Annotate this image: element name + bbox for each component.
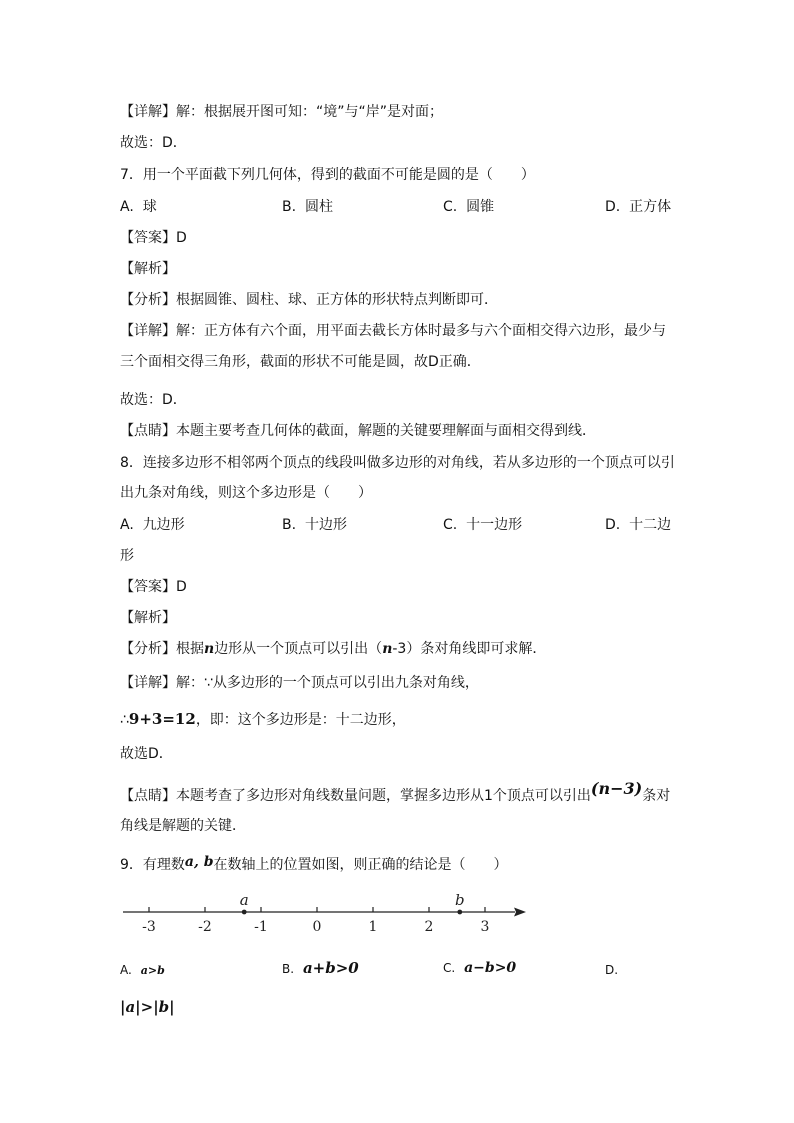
number-line bbox=[115, 890, 535, 940]
q9-option-d: D. bbox=[605, 963, 619, 977]
point-a bbox=[242, 910, 247, 915]
q7-xiangjie-2: 三个面相交得三角形，截面的形状不可能是圆，故D正确． bbox=[120, 354, 481, 370]
tick-label: 0 bbox=[312, 919, 322, 935]
q9-option-c: C. a−b>0 bbox=[443, 960, 517, 976]
q7-xiangjie-1: 【详解】解：正方体有六个面，用平面去截长方体时最多与六个面相交得六边形，最少与 bbox=[120, 323, 666, 339]
math-n-minus-3: (n−3) bbox=[590, 779, 643, 798]
q8-option-b: B. 十边形 bbox=[282, 517, 347, 533]
select-line: 故选：D． bbox=[120, 135, 187, 151]
q8-dianjing-2: 角线是解题的关键． bbox=[120, 818, 246, 834]
number-line-ticks bbox=[142, 907, 489, 935]
q8-answer: 【答案】D bbox=[120, 579, 187, 595]
q9-option-b: B. a+b>0 bbox=[282, 959, 359, 977]
q7-option-a: A. 球 bbox=[120, 199, 157, 215]
q9-option-d-expr: |a|>|b| bbox=[120, 998, 175, 1016]
number-line-points bbox=[240, 891, 465, 914]
question-8-stem-1: 8．连接多边形不相邻两个顶点的线段叫做多边形的对角线，若从多边形的一个顶点可以引 bbox=[120, 455, 675, 471]
q9-option-a: A. a>b bbox=[120, 963, 165, 977]
math-n: n bbox=[382, 641, 393, 657]
q7-option-d: D. 正方体 bbox=[605, 199, 672, 215]
q8-option-a: A. 九边形 bbox=[120, 517, 185, 533]
q8-option-d: D. 十二边 bbox=[605, 517, 672, 533]
q7-select: 故选：D． bbox=[120, 392, 187, 408]
q7-answer: 【答案】D bbox=[120, 230, 187, 246]
q8-dianjing-1: 【点睛】本题考查了多边形对角线数量问题，掌握多边形从1个顶点可以引出(n−3)条对 bbox=[120, 779, 671, 804]
q8-select: 故选D． bbox=[120, 746, 173, 762]
point-b bbox=[457, 910, 462, 915]
q8-jiexi: 【解析】 bbox=[120, 610, 176, 626]
question-9-stem: 9．有理数a, b在数轴上的位置如图，则正确的结论是（ ） bbox=[120, 854, 508, 873]
tick-label: -2 bbox=[198, 919, 212, 935]
question-7-stem: 7．用一个平面截下列几何体，得到的截面不可能是圆的是（ ） bbox=[120, 167, 535, 183]
q7-dianjing: 【点睛】本题主要考查几何体的截面，解题的关键要理解面与面相交得到线． bbox=[120, 423, 596, 439]
q8-xiangjie: 【详解】解：∵从多边形的一个顶点可以引出九条对角线， bbox=[120, 675, 479, 691]
q8-calc-line: ∴9+3=12，即：这个多边形是：十二边形， bbox=[120, 710, 406, 728]
math-a-b: a, b bbox=[184, 854, 214, 870]
number-line-arrow bbox=[514, 908, 526, 917]
tick-label: 2 bbox=[424, 919, 434, 935]
q8-option-c: C. 十一边形 bbox=[443, 517, 523, 533]
q7-option-c: C. 圆锥 bbox=[443, 199, 495, 215]
q8-fenxi: 【分析】根据n边形从一个顶点可以引出（n-3）条对角线即可求解． bbox=[120, 641, 547, 657]
tick-label: 1 bbox=[368, 919, 378, 935]
point-label-a: a bbox=[239, 891, 249, 909]
q8-option-d-wrap: 形 bbox=[120, 548, 134, 564]
tick-label: 3 bbox=[480, 919, 490, 935]
math-equation: 9+3=12 bbox=[128, 710, 196, 728]
q7-option-b: B. 圆柱 bbox=[282, 199, 333, 215]
point-label-b: b bbox=[454, 891, 465, 909]
math-n: n bbox=[204, 641, 215, 657]
q7-fenxi: 【分析】根据圆锥、圆柱、球、正方体的形状特点判断即可． bbox=[120, 292, 498, 308]
tick-label: -1 bbox=[254, 919, 268, 935]
tick-label: -3 bbox=[142, 919, 156, 935]
question-8-stem-2: 出九条对角线，则这个多边形是（ ） bbox=[120, 485, 372, 501]
detail-line: 【详解】解：根据展开图可知：“境”与“岸”是对面； bbox=[120, 104, 444, 120]
q7-jiexi: 【解析】 bbox=[120, 261, 176, 277]
